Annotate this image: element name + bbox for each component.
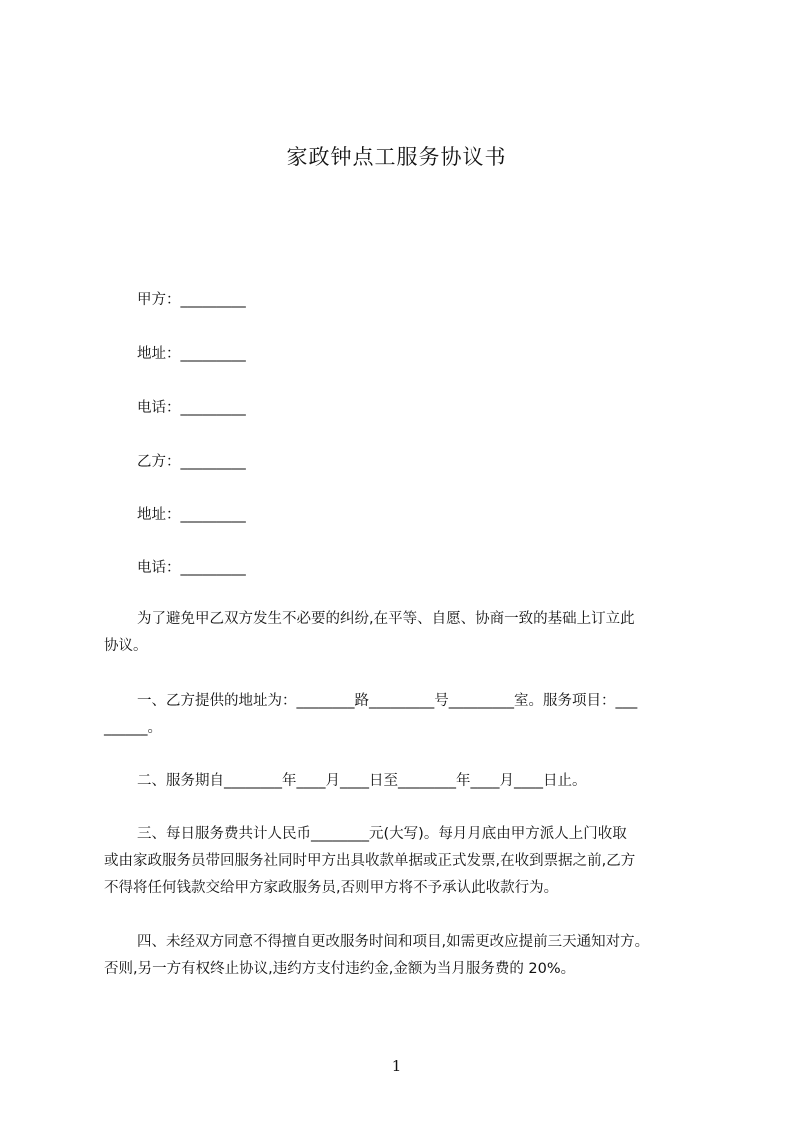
- clause-4-line-2: 否则,另一方有权终止协议,违约方支付违约金,金额为当月服务费的 20%。: [104, 961, 576, 977]
- party-b-address-field: 地址：_________: [137, 507, 246, 523]
- party-b-name-field: 乙方：_________: [137, 454, 246, 470]
- clause-3-paragraph: [104, 821, 704, 902]
- intro-line-2: 协议。: [104, 638, 148, 654]
- document-title: 家政钟点工服务协议书: [286, 145, 507, 169]
- clause-1-line-1: 一、乙方提供的地址为：________路_________号_________室。服务项目：___: [137, 693, 638, 709]
- intro-paragraph: [104, 606, 704, 660]
- clause-1-paragraph: [104, 688, 704, 742]
- clause-4-line-1: 四、未经双方同意不得擅自更改服务时间和项目,如需更改应提前三天通知对方。: [137, 934, 650, 950]
- party-a-phone-field: 电话：_________: [137, 400, 246, 416]
- party-a-address-field: 地址：_________: [137, 346, 246, 362]
- page-number: 1: [391, 1057, 402, 1075]
- clause-3-line-3: 不得将任何钱款交给甲方家政服务员,否则甲方将不予承认此收款行为。: [104, 880, 559, 896]
- clause-1-line-2: ______。: [104, 720, 162, 736]
- clause-2-paragraph: [104, 768, 704, 795]
- intro-line-1: 为了避免甲乙双方发生不必要的纠纷,在平等、自愿、协商一致的基础上订立此: [137, 611, 635, 627]
- clause-2-line-1: 二、服务期自________年____月____日至________年____月____日止。: [137, 773, 587, 789]
- party-b-phone-field: 电话：_________: [137, 560, 246, 576]
- clause-3-line-2: 或由家政服务员带回服务社同时甲方出具收款单据或正式发票,在收到票据之前,乙方: [104, 853, 636, 869]
- clause-4-paragraph: [104, 929, 704, 983]
- party-a-name-field: 甲方：_________: [137, 292, 246, 308]
- clause-3-line-1: 三、每日服务费共计人民币________元(大写)。每月月底由甲方派人上门收取: [137, 826, 627, 842]
